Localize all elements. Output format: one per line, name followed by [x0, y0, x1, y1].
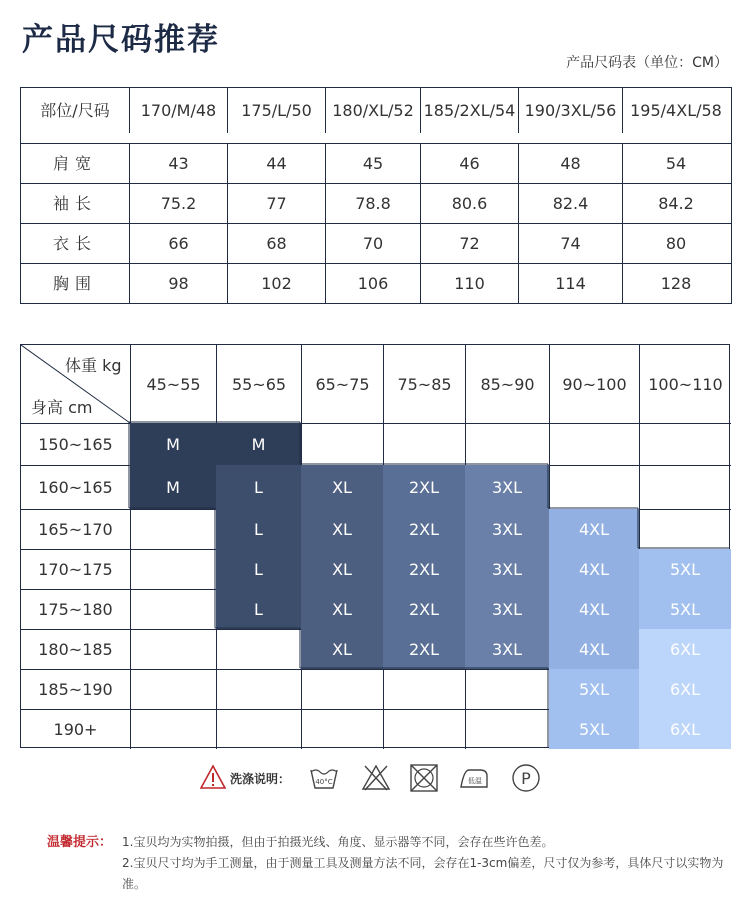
tips-title: 温馨提示： [47, 835, 113, 850]
empty-cell [301, 709, 383, 749]
measure-value-cell: 68 [227, 224, 325, 264]
no-tumble-dry-icon [408, 762, 440, 794]
size-recommendation-cell: 2XL [383, 549, 465, 589]
size-recommendation-cell: XL [301, 629, 383, 669]
empty-cell [130, 629, 216, 669]
measure-value-cell: 72 [420, 224, 518, 264]
size-recommendation-cell: 3XL [465, 629, 549, 669]
size-recommendation-cell: M [130, 465, 216, 509]
measure-value-cell: 70 [325, 224, 420, 264]
empty-cell [130, 509, 216, 549]
size-header-cell: 185/2XL/54 [420, 88, 518, 133]
size-recommendation-cell: 6XL [639, 629, 731, 669]
wash-label: 洗涤说明： [230, 772, 291, 786]
size-recommendation-cell: 6XL [639, 669, 731, 709]
size-recommendation-cell: M [130, 423, 216, 465]
measure-value-cell: 102 [227, 264, 325, 304]
empty-cell [130, 589, 216, 629]
weight-header-cell: 55~65 [216, 345, 301, 423]
warning-icon [200, 764, 226, 790]
measure-name-cell: 胸围 [52, 274, 97, 293]
measure-value-cell: 48 [518, 144, 622, 184]
size-header-cell: 190/3XL/56 [518, 88, 622, 133]
empty-cell [130, 669, 216, 709]
height-axis-label: 身高 cm [31, 398, 93, 417]
size-header-cell: 180/XL/52 [325, 88, 420, 133]
measure-value-cell: 114 [518, 264, 622, 304]
size-recommendation-cell: 3XL [465, 509, 549, 549]
size-recommendation-cell: 5XL [549, 709, 639, 749]
dry-clean-p-icon [510, 762, 542, 794]
measure-value-cell: 44 [227, 144, 325, 184]
height-label-cell: 165~170 [21, 509, 130, 549]
wash-instructions [200, 762, 560, 796]
size-recommendation-cell: XL [301, 509, 383, 549]
measure-name-cell: 肩宽 [52, 154, 97, 173]
size-recommendation-cell: 5XL [639, 589, 731, 629]
height-label-cell: 160~165 [21, 465, 130, 509]
weight-header-cell: 90~100 [549, 345, 639, 423]
empty-cell [383, 423, 465, 465]
height-label-cell: 180~185 [21, 629, 130, 669]
size-recommendation-cell: 5XL [549, 669, 639, 709]
empty-cell [549, 423, 639, 465]
size-recommendation-cell: 3XL [465, 589, 549, 629]
size-recommendation-cell: L [216, 465, 301, 509]
weight-header-cell: 75~85 [383, 345, 465, 423]
size-recommendation-cell: 4XL [549, 629, 639, 669]
low-iron-icon [458, 762, 490, 794]
empty-cell [301, 423, 383, 465]
size-header-cell: 170/M/48 [129, 88, 227, 133]
dryclean-letter: P [521, 769, 531, 788]
empty-cell [639, 423, 731, 465]
size-header-cell: 部位/尺码 [40, 101, 110, 120]
measure-value-cell: 128 [622, 264, 729, 304]
size-recommendation-cell: 2XL [383, 465, 465, 509]
empty-cell [639, 509, 731, 549]
height-label-cell: 150~165 [21, 423, 130, 465]
tip-line: 2.宝贝尺寸均为手工测量，由于测量工具及测量方法不同，会存在1-3cm偏差，尺寸仅为参考，具体尺寸以实物为准。 [122, 856, 724, 891]
measure-value-cell: 54 [622, 144, 729, 184]
size-recommendation-cell: 3XL [465, 465, 549, 509]
size-header-cell: 195/4XL/58 [622, 88, 729, 133]
wash-temp-text: 40°C [315, 778, 333, 786]
size-table-header [21, 88, 731, 133]
measure-value-cell: 78.8 [325, 184, 420, 224]
height-label-cell: 185~190 [21, 669, 130, 709]
table-corner [21, 345, 130, 423]
empty-cell [639, 465, 731, 509]
measure-value-cell: 106 [325, 264, 420, 304]
size-table-row [21, 223, 731, 263]
size-recommendation-cell: 4XL [549, 509, 639, 549]
size-recommendation-cell: M [216, 423, 301, 465]
measure-value-cell: 84.2 [622, 184, 729, 224]
height-label-cell: 175~180 [21, 589, 130, 629]
size-header-cell: 175/L/50 [227, 88, 325, 133]
empty-cell [216, 629, 301, 669]
measure-value-cell: 66 [129, 224, 227, 264]
iron-text: 低温 [468, 777, 482, 785]
size-recommendation-cell: 6XL [639, 709, 731, 749]
measure-value-cell: 77 [227, 184, 325, 224]
measure-name-cell: 衣长 [52, 234, 97, 253]
unit-note: 产品尺码表（单位：CM） [566, 55, 728, 71]
empty-cell [465, 669, 549, 709]
measure-value-cell: 80 [622, 224, 729, 264]
measure-value-cell: 74 [518, 224, 622, 264]
weight-header-cell: 100~110 [639, 345, 731, 423]
measure-value-cell: 82.4 [518, 184, 622, 224]
measure-value-cell: 75.2 [129, 184, 227, 224]
size-recommendation-cell: 4XL [549, 589, 639, 629]
empty-cell [549, 465, 639, 509]
measure-value-cell: 43 [129, 144, 227, 184]
measure-value-cell: 98 [129, 264, 227, 304]
size-recommendation-cell: XL [301, 589, 383, 629]
empty-cell [216, 709, 301, 749]
empty-cell [130, 549, 216, 589]
size-table [20, 87, 732, 304]
size-table-row [21, 183, 731, 223]
empty-cell [465, 423, 549, 465]
measure-value-cell: 80.6 [420, 184, 518, 224]
measure-value-cell: 110 [420, 264, 518, 304]
size-recommendation-cell: L [216, 509, 301, 549]
empty-cell [130, 709, 216, 749]
size-recommendation-cell: 4XL [549, 549, 639, 589]
empty-cell [465, 709, 549, 749]
size-recommendation-cell: 2XL [383, 589, 465, 629]
weight-header-cell: 85~90 [465, 345, 549, 423]
no-bleach-icon [360, 762, 392, 794]
measure-value-cell: 46 [420, 144, 518, 184]
measure-value-cell: 45 [325, 144, 420, 184]
size-table-row [21, 143, 731, 183]
size-recommendation-cell: 2XL [383, 509, 465, 549]
page-title: 产品尺码推荐 [22, 22, 220, 58]
height-label-cell: 170~175 [21, 549, 130, 589]
weight-header-cell: 65~75 [301, 345, 383, 423]
size-table-row [21, 263, 731, 303]
size-recommendation-cell: L [216, 589, 301, 629]
weight-header-cell: 45~55 [130, 345, 216, 423]
size-recommendation-cell: XL [301, 465, 383, 509]
size-recommendation-cell: 2XL [383, 629, 465, 669]
size-recommendation-cell: 3XL [465, 549, 549, 589]
wash-40c-icon [308, 762, 340, 794]
tip-line: 1.宝贝均为实物拍摄，但由于拍摄光线、角度、显示器等不同，会存在些许色差。 [122, 835, 554, 849]
size-recommendation-cell: 5XL [639, 549, 731, 589]
empty-cell [383, 669, 465, 709]
measure-name-cell: 袖长 [52, 194, 97, 213]
empty-cell [383, 709, 465, 749]
size-recommendation-cell: L [216, 549, 301, 589]
height-label-cell: 190+ [21, 709, 130, 749]
weight-axis-label: 体重 kg [65, 356, 122, 375]
empty-cell [216, 669, 301, 709]
size-recommendation-cell: XL [301, 549, 383, 589]
empty-cell [301, 669, 383, 709]
recommendation-table [20, 344, 730, 748]
